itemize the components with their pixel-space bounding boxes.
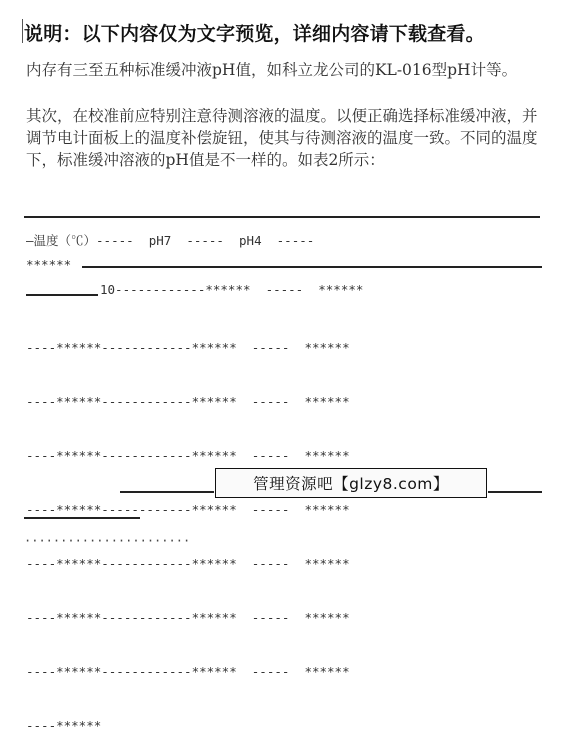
first-row-leading-rule <box>26 294 98 296</box>
table-row: ----******------------****** ----- ****** <box>26 502 350 517</box>
table-separator-rule <box>82 266 542 268</box>
table-header-row: —温度（℃）----- pH7 ----- pH4 ----- <box>26 233 315 248</box>
table-top-rule <box>24 216 540 218</box>
table-rows <box>26 306 350 753</box>
paragraph-temperature-note: 其次，在校准前应特别注意待测溶液的温度。以便正确选择标准缓冲液，并调节电计面板上的温度补偿旋钮，使其与待测溶液的温度一致。不同的温度下，标准缓冲溶液的pH值是不一样的。如表2所示： <box>26 107 538 169</box>
table-row: ----****** <box>26 718 102 733</box>
table-row: ----******------------****** ----- ****** <box>26 664 350 679</box>
preview-notice: 说明：以下内容仅为文字预览，详细内容请下载查看。 <box>24 23 485 45</box>
paragraph-buffer-intro: 内存有三至五种标准缓冲液pH值，如科立龙公司的KL-016型pH计等。 <box>26 61 518 79</box>
table-row: ----******------------****** ----- ****** <box>26 394 350 409</box>
truncation-ellipsis: ······················· <box>24 534 191 548</box>
table-row: ----******------------****** ----- ****** <box>26 610 350 625</box>
table-first-row: 10------------****** ----- ****** <box>100 282 364 297</box>
text-cursor <box>22 19 23 43</box>
site-watermark: 管理资源吧【glzy8.com】 <box>215 468 487 498</box>
table-row: ----******------------****** ----- ****** <box>26 448 350 463</box>
table-separator-stars: ****** <box>26 257 72 272</box>
table-row: ----******------------****** ----- ****** <box>26 340 350 355</box>
footnote-rule <box>24 517 140 519</box>
table-row: ----******------------****** ----- ****** <box>26 556 350 571</box>
